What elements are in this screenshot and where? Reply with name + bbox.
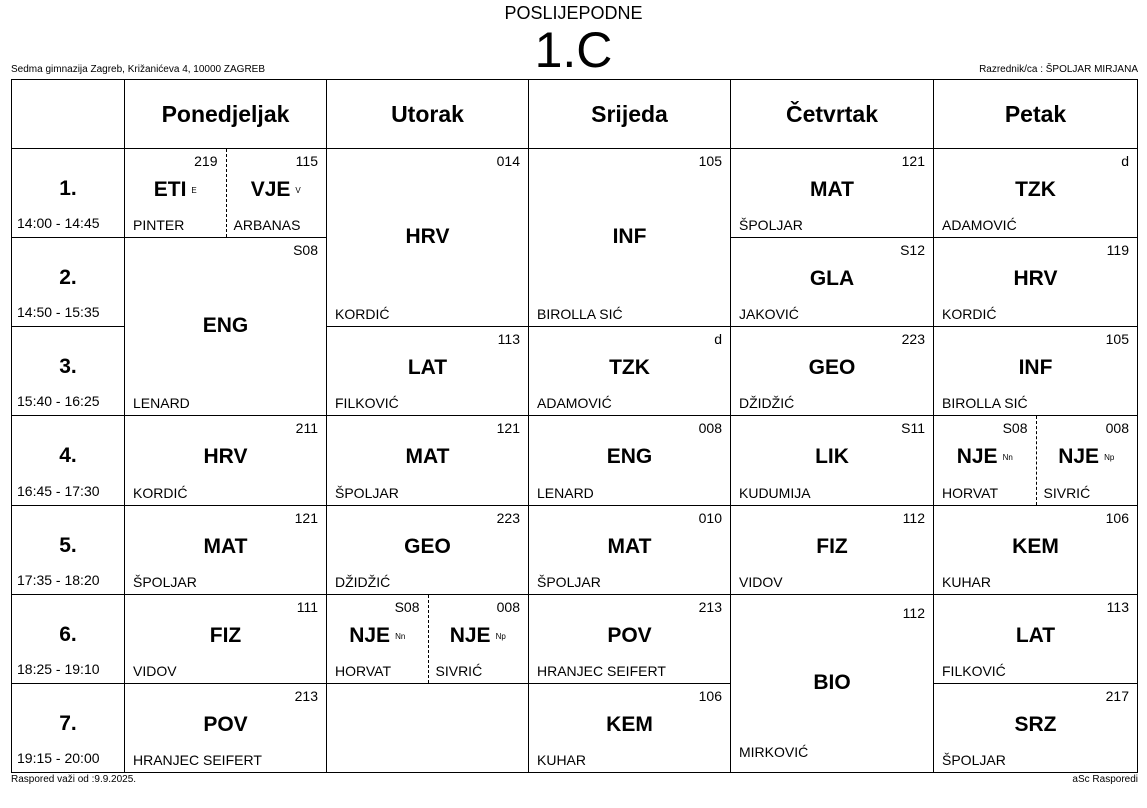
day-header-friday: Petak bbox=[934, 80, 1138, 149]
homeroom-teacher: Razrednik/ca : ŠPOLJAR MIRJANA bbox=[979, 64, 1138, 75]
period-4 bbox=[12, 416, 125, 505]
lesson-fri-6[interactable] bbox=[934, 594, 1138, 683]
lesson-group-b bbox=[428, 595, 529, 683]
lesson-room: 121 bbox=[294, 509, 318, 526]
lesson-teacher: FILKOVIĆ bbox=[942, 662, 1006, 679]
lesson-subject: INF bbox=[612, 225, 647, 249]
lesson-room: 217 bbox=[1105, 687, 1129, 704]
lesson-room: 213 bbox=[698, 598, 722, 615]
lesson-teacher: KORDIĆ bbox=[133, 484, 188, 501]
lesson-fri-4[interactable] bbox=[934, 416, 1138, 505]
period-time: 14:00 - 14:45 bbox=[17, 215, 100, 232]
timetable bbox=[11, 79, 1138, 773]
lesson-teacher: PINTER bbox=[133, 217, 185, 234]
lesson-teacher: SIVRIĆ bbox=[435, 662, 483, 679]
lesson-teacher: HRANJEC SEIFERT bbox=[133, 752, 262, 768]
lesson-room: 213 bbox=[294, 687, 318, 704]
lesson-teacher: KUHAR bbox=[537, 752, 587, 768]
lesson-thu-2[interactable] bbox=[731, 238, 934, 327]
lesson-room: 105 bbox=[698, 153, 722, 170]
lesson-room: 219 bbox=[194, 153, 218, 170]
lesson-subject: ENG bbox=[606, 445, 653, 469]
period-number: 3. bbox=[59, 355, 77, 379]
lesson-room: 008 bbox=[698, 420, 722, 437]
lesson-subject: SRZ bbox=[1014, 712, 1057, 736]
lesson-tue-4[interactable] bbox=[327, 416, 529, 505]
lesson-room: 112 bbox=[902, 604, 925, 621]
lesson-subject: MAT bbox=[405, 445, 450, 469]
period-number: 2. bbox=[59, 266, 77, 290]
lesson-room: 010 bbox=[698, 509, 722, 526]
lesson-subject: LIK bbox=[815, 445, 849, 469]
period-time: 17:35 - 18:20 bbox=[17, 571, 100, 588]
day-header-row bbox=[12, 80, 1138, 149]
period-time: 18:25 - 19:10 bbox=[17, 660, 100, 677]
period-row-5 bbox=[12, 505, 1138, 594]
lesson-subject: POV bbox=[203, 712, 248, 736]
lesson-teacher: BIROLLA SIĆ bbox=[537, 306, 623, 323]
period-number: 6. bbox=[59, 622, 77, 646]
lesson-room: S08 bbox=[293, 242, 318, 259]
lesson-tue-1-2[interactable] bbox=[327, 149, 529, 327]
lesson-room: S08 bbox=[1002, 420, 1028, 437]
lesson-subject: GLA bbox=[809, 267, 855, 291]
lesson-teacher: HRANJEC SEIFERT bbox=[537, 662, 666, 679]
class-title: 1.C bbox=[534, 22, 613, 78]
period-time: 14:50 - 15:35 bbox=[17, 304, 100, 321]
lesson-teacher: ŠPOLJAR bbox=[739, 217, 803, 234]
lesson-room: 211 bbox=[295, 420, 318, 437]
lesson-wed-4[interactable] bbox=[529, 416, 731, 505]
lesson-mon-5[interactable] bbox=[125, 505, 327, 594]
lesson-subject: NJE Np bbox=[449, 623, 506, 647]
lesson-teacher: LENARD bbox=[133, 395, 190, 412]
lesson-teacher: KUDUMIJA bbox=[739, 484, 811, 501]
period-3 bbox=[12, 327, 125, 416]
period-number: 7. bbox=[59, 711, 77, 735]
lesson-teacher: DŽIDŽIĆ bbox=[739, 395, 795, 412]
lesson-subject: LAT bbox=[1015, 623, 1056, 647]
lesson-subject: TZK bbox=[1015, 178, 1056, 202]
lesson-subject: FIZ bbox=[209, 623, 242, 647]
lesson-room: S12 bbox=[900, 242, 925, 259]
lesson-group-b bbox=[1036, 416, 1138, 504]
lesson-fri-7[interactable] bbox=[934, 683, 1138, 772]
day-header-thursday: Četvrtak bbox=[731, 80, 934, 149]
lesson-room: 112 bbox=[902, 509, 925, 526]
lesson-wed-3[interactable] bbox=[529, 327, 731, 416]
shift-label: POSLIJEPODNE bbox=[504, 3, 643, 23]
lesson-group-b bbox=[226, 149, 327, 237]
corner-cell bbox=[12, 80, 125, 149]
lesson-subject: HRV bbox=[405, 225, 450, 249]
valid-from: Raspored važi od :9.9.2025. bbox=[11, 774, 137, 785]
lesson-room: 223 bbox=[901, 331, 925, 348]
lesson-subject: NJE Nn bbox=[956, 445, 1013, 469]
lesson-wed-6[interactable] bbox=[529, 594, 731, 683]
period-row-4 bbox=[12, 416, 1138, 505]
lesson-subject: LAT bbox=[407, 356, 448, 380]
lesson-subject: MAT bbox=[607, 534, 652, 558]
period-6 bbox=[12, 594, 125, 683]
lesson-room: 113 bbox=[497, 331, 520, 348]
period-number: 5. bbox=[59, 533, 77, 557]
lesson-fri-5[interactable] bbox=[934, 505, 1138, 594]
period-5 bbox=[12, 505, 125, 594]
lesson-thu-1[interactable] bbox=[731, 149, 934, 238]
lesson-fri-3[interactable] bbox=[934, 327, 1138, 416]
lesson-subject: MAT bbox=[203, 534, 248, 558]
lesson-group-a bbox=[934, 416, 1037, 504]
period-2 bbox=[12, 238, 125, 327]
lesson-wed-5[interactable] bbox=[529, 505, 731, 594]
lesson-thu-3[interactable] bbox=[731, 327, 934, 416]
lesson-wed-7[interactable] bbox=[529, 683, 731, 772]
lesson-room: 008 bbox=[1105, 420, 1129, 437]
lesson-room: 106 bbox=[1105, 509, 1129, 526]
lesson-room: 121 bbox=[496, 420, 520, 437]
lesson-room: 121 bbox=[901, 153, 925, 170]
lesson-subject: GEO bbox=[404, 534, 451, 558]
lesson-subject: VJE V bbox=[250, 178, 301, 202]
lesson-room: d bbox=[1121, 153, 1129, 170]
lesson-teacher: VIDOV bbox=[133, 662, 177, 679]
lesson-teacher: HORVAT bbox=[942, 484, 999, 501]
lesson-subject: ENG bbox=[202, 314, 249, 338]
lesson-mon-6[interactable] bbox=[125, 594, 327, 683]
lesson-group-a bbox=[125, 149, 227, 237]
lesson-teacher: VIDOV bbox=[739, 573, 783, 590]
lesson-room: 008 bbox=[496, 598, 520, 615]
lesson-thu-4[interactable] bbox=[731, 416, 934, 505]
lesson-room: S08 bbox=[394, 598, 420, 615]
lesson-teacher: SIVRIĆ bbox=[1043, 484, 1091, 501]
lesson-room: d bbox=[714, 331, 722, 348]
lesson-teacher: JAKOVIĆ bbox=[739, 306, 799, 323]
lesson-subject: NJE Nn bbox=[349, 623, 406, 647]
lesson-teacher: LENARD bbox=[537, 484, 594, 501]
lesson-tue-3[interactable] bbox=[327, 327, 529, 416]
period-time: 16:45 - 17:30 bbox=[17, 482, 100, 499]
lesson-subject: FIZ bbox=[816, 534, 848, 558]
lesson-subject: BIO bbox=[813, 670, 851, 694]
period-7 bbox=[12, 683, 125, 772]
lesson-room: 113 bbox=[1106, 598, 1129, 615]
lesson-teacher: ADAMOVIĆ bbox=[942, 217, 1017, 234]
lesson-teacher: ŠPOLJAR bbox=[942, 752, 1006, 768]
lesson-teacher: ŠPOLJAR bbox=[537, 573, 601, 590]
lesson-thu-6-7[interactable] bbox=[731, 594, 934, 772]
lesson-mon-1[interactable] bbox=[125, 149, 327, 238]
lesson-mon-7[interactable] bbox=[125, 683, 327, 772]
software-credit: aSc Rasporedi bbox=[1072, 774, 1138, 785]
lesson-fri-1[interactable] bbox=[934, 149, 1138, 238]
lesson-room: S11 bbox=[901, 420, 925, 437]
lesson-teacher: ŠPOLJAR bbox=[335, 484, 399, 501]
lesson-teacher: ARBANAS bbox=[233, 217, 301, 234]
period-time: 19:15 - 20:00 bbox=[17, 750, 100, 766]
lesson-teacher: DŽIDŽIĆ bbox=[335, 573, 391, 590]
day-header-tuesday: Utorak bbox=[327, 80, 529, 149]
lesson-subject: KEM bbox=[1012, 534, 1059, 558]
lesson-fri-2[interactable] bbox=[934, 238, 1138, 327]
lesson-tue-6[interactable] bbox=[327, 594, 529, 683]
lesson-room: 115 bbox=[295, 153, 318, 170]
lesson-teacher: HORVAT bbox=[335, 662, 392, 679]
lesson-teacher: KORDIĆ bbox=[942, 306, 997, 323]
lesson-tue-5[interactable] bbox=[327, 505, 529, 594]
lesson-room: 105 bbox=[1105, 331, 1129, 348]
lesson-teacher: MIRKOVIĆ bbox=[739, 744, 809, 760]
period-1 bbox=[12, 149, 125, 238]
day-header-wednesday: Srijeda bbox=[529, 80, 731, 149]
lesson-subject: KEM bbox=[606, 712, 653, 736]
school-address: Sedma gimnazija Zagreb, Križanićeva 4, 10000 ZAGREB bbox=[11, 64, 266, 75]
period-row-6 bbox=[12, 594, 1138, 683]
lesson-teacher: ADAMOVIĆ bbox=[537, 395, 612, 412]
lesson-thu-5[interactable] bbox=[731, 505, 934, 594]
lesson-room: 223 bbox=[496, 509, 520, 526]
lesson-mon-4[interactable] bbox=[125, 416, 327, 505]
lesson-teacher: KUHAR bbox=[942, 573, 992, 590]
lesson-subject: INF bbox=[1018, 356, 1053, 380]
period-number: 1. bbox=[59, 177, 77, 201]
lesson-subject: ETI E bbox=[153, 178, 197, 202]
lesson-room: 111 bbox=[296, 598, 318, 615]
lesson-subject: TZK bbox=[609, 356, 650, 380]
lesson-room: 106 bbox=[698, 687, 722, 704]
lesson-subject: NJE Np bbox=[1058, 445, 1115, 469]
period-row-7 bbox=[12, 683, 1138, 772]
period-number: 4. bbox=[59, 444, 77, 468]
lesson-teacher: BIROLLA SIĆ bbox=[942, 395, 1028, 412]
lesson-mon-2-3[interactable] bbox=[125, 238, 327, 416]
lesson-group-a bbox=[327, 595, 429, 683]
lesson-subject: MAT bbox=[810, 178, 854, 202]
lesson-teacher: KORDIĆ bbox=[335, 306, 390, 323]
lesson-room: 119 bbox=[1106, 242, 1129, 259]
lesson-teacher: FILKOVIĆ bbox=[335, 395, 399, 412]
period-row-1 bbox=[12, 149, 1138, 238]
lesson-subject: POV bbox=[607, 623, 652, 647]
lesson-teacher: ŠPOLJAR bbox=[133, 573, 197, 590]
lesson-subject: HRV bbox=[1013, 267, 1058, 291]
lesson-wed-1-2[interactable] bbox=[529, 149, 731, 327]
day-header-monday: Ponedjeljak bbox=[125, 80, 327, 149]
lesson-subject: HRV bbox=[203, 445, 248, 469]
lesson-subject: GEO bbox=[808, 356, 856, 380]
period-time: 15:40 - 16:25 bbox=[17, 393, 100, 410]
lesson-tue-7-empty bbox=[327, 683, 529, 772]
lesson-room: 014 bbox=[496, 153, 520, 170]
